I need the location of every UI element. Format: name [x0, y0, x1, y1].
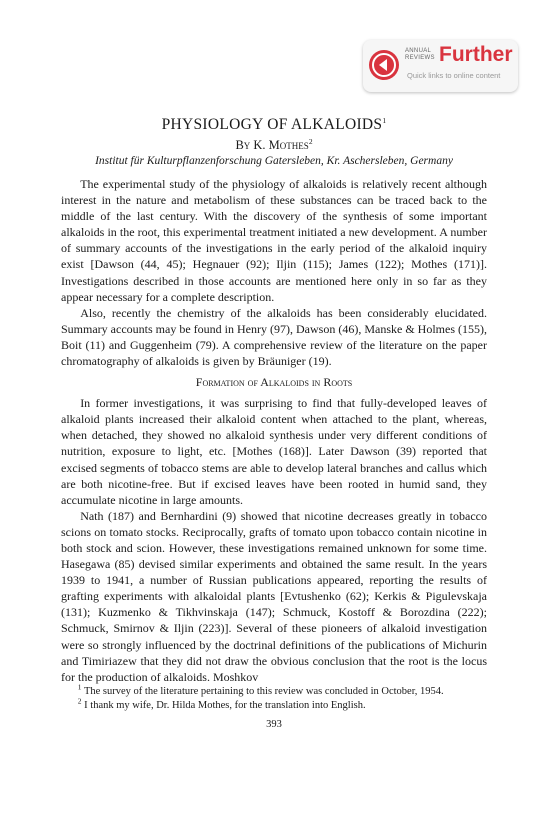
article-title: PHYSIOLOGY OF ALKALOIDS$^1$: [161, 115, 387, 133]
title-footnote-mark: 1: [382, 115, 387, 125]
intro-body: [61, 176, 487, 369]
institution: Institut für Kulturpflanzenforschung Gatersleben, Kr. Aschersleben, Germany: [95, 155, 453, 167]
footnote: $^2$ I thank my wife, Dr. Hilda Mothes, for the translation into English.: [77, 696, 366, 711]
annual-reviews-logo-text: ANNUAL REVIEWS: [405, 48, 435, 61]
further-label: Further: [439, 43, 513, 66]
banner-subtitle: Quick links to online content: [407, 71, 501, 80]
paragraph: Nath (187) and Bernhardini (9) showed that nicotine decreases greatly in tobacco scions on tomato stocks. Reciprocally, grafts of tomato upon tobacco contain nicotine in both stock and scion. However, these investigations remained unknown for some time. Hasegawa (85) devised similar experiments and obtained the same result. In the years 1939 to 1941, a number of Russian publications appeared, reporting the results of grafting experiments with alkaloidal plants [Evtushenko (62); Kerkis & Pigulevskaja (131); Kuzmenko & Tikhvinskaja (147); Schmuck, Kostoff & Borozdina (222); Schmuck, Smirnov & Iljin (223)]. Several of these pioneers of alkaloid investigation were so strongly influenced by the doctrinal definitions of the publications of Michurin and Timiriazew that they did not draw the obvious conclusion that the root is the locus for the production of alkaloids. Moshkov: [61, 508, 487, 684]
author-line: By K. Mothes$^2$: [235, 136, 313, 152]
author-name: K. Mothes: [253, 138, 309, 152]
footnote: $^1$ The survey of the literature pertaining to this review was concluded in October, 1954.: [77, 682, 444, 697]
page-number: 393: [266, 718, 282, 730]
section-body: [61, 395, 487, 685]
author-footnote-mark: 2: [308, 136, 313, 146]
further-banner[interactable]: [363, 40, 518, 92]
section-heading: Formation of Alkaloids in Roots: [195, 375, 353, 390]
play-icon: [369, 50, 399, 80]
paragraph: Also, recently the chemistry of the alkaloids has been considerably elucidated. Summary accounts may be found in Henry (97), Dawson (46), Manske & Holmes (155), Boit (11) and Guggenheim (79). A comprehensive review of the literature on the paper chromatography of alkaloids is given by Bräuniger (19).: [61, 305, 487, 369]
paragraph: The experimental study of the physiology of alkaloids is relatively recent although interest in the nature and metabolism of these substances can be traced back to the middle of the last century. With the discovery of the synthesis of some important alkaloids in the root, this experimental treatment initiated a new development. A number of summary accounts of the investigations in the early period of the alkaloid inquiry exist [Dawson (44, 45); Hegnauer (92); Iljin (115); James (122); Mothes (171)]. Investigations described in those accounts are mentioned here only in so far as they appear necessary for a complete description.: [61, 177, 487, 304]
paragraph: In former investigations, it was surprising to find that fully-developed leaves of alkaloid plants increased their alkaloid content when attached to the plant, whereas, when detached, they showed no alkaloid synthesis under very different conditions of nutrition, exposure to light, etc. [Mothes (168)]. Later Dawson (39) reported that excised segments of tobacco stems are able to develop lateral branches and callus which are both nicotine-free. But if excised leaves have been rooted in humid sand, they accumulate nicotine in large amounts.: [61, 396, 487, 507]
article-content: [61, 115, 487, 730]
